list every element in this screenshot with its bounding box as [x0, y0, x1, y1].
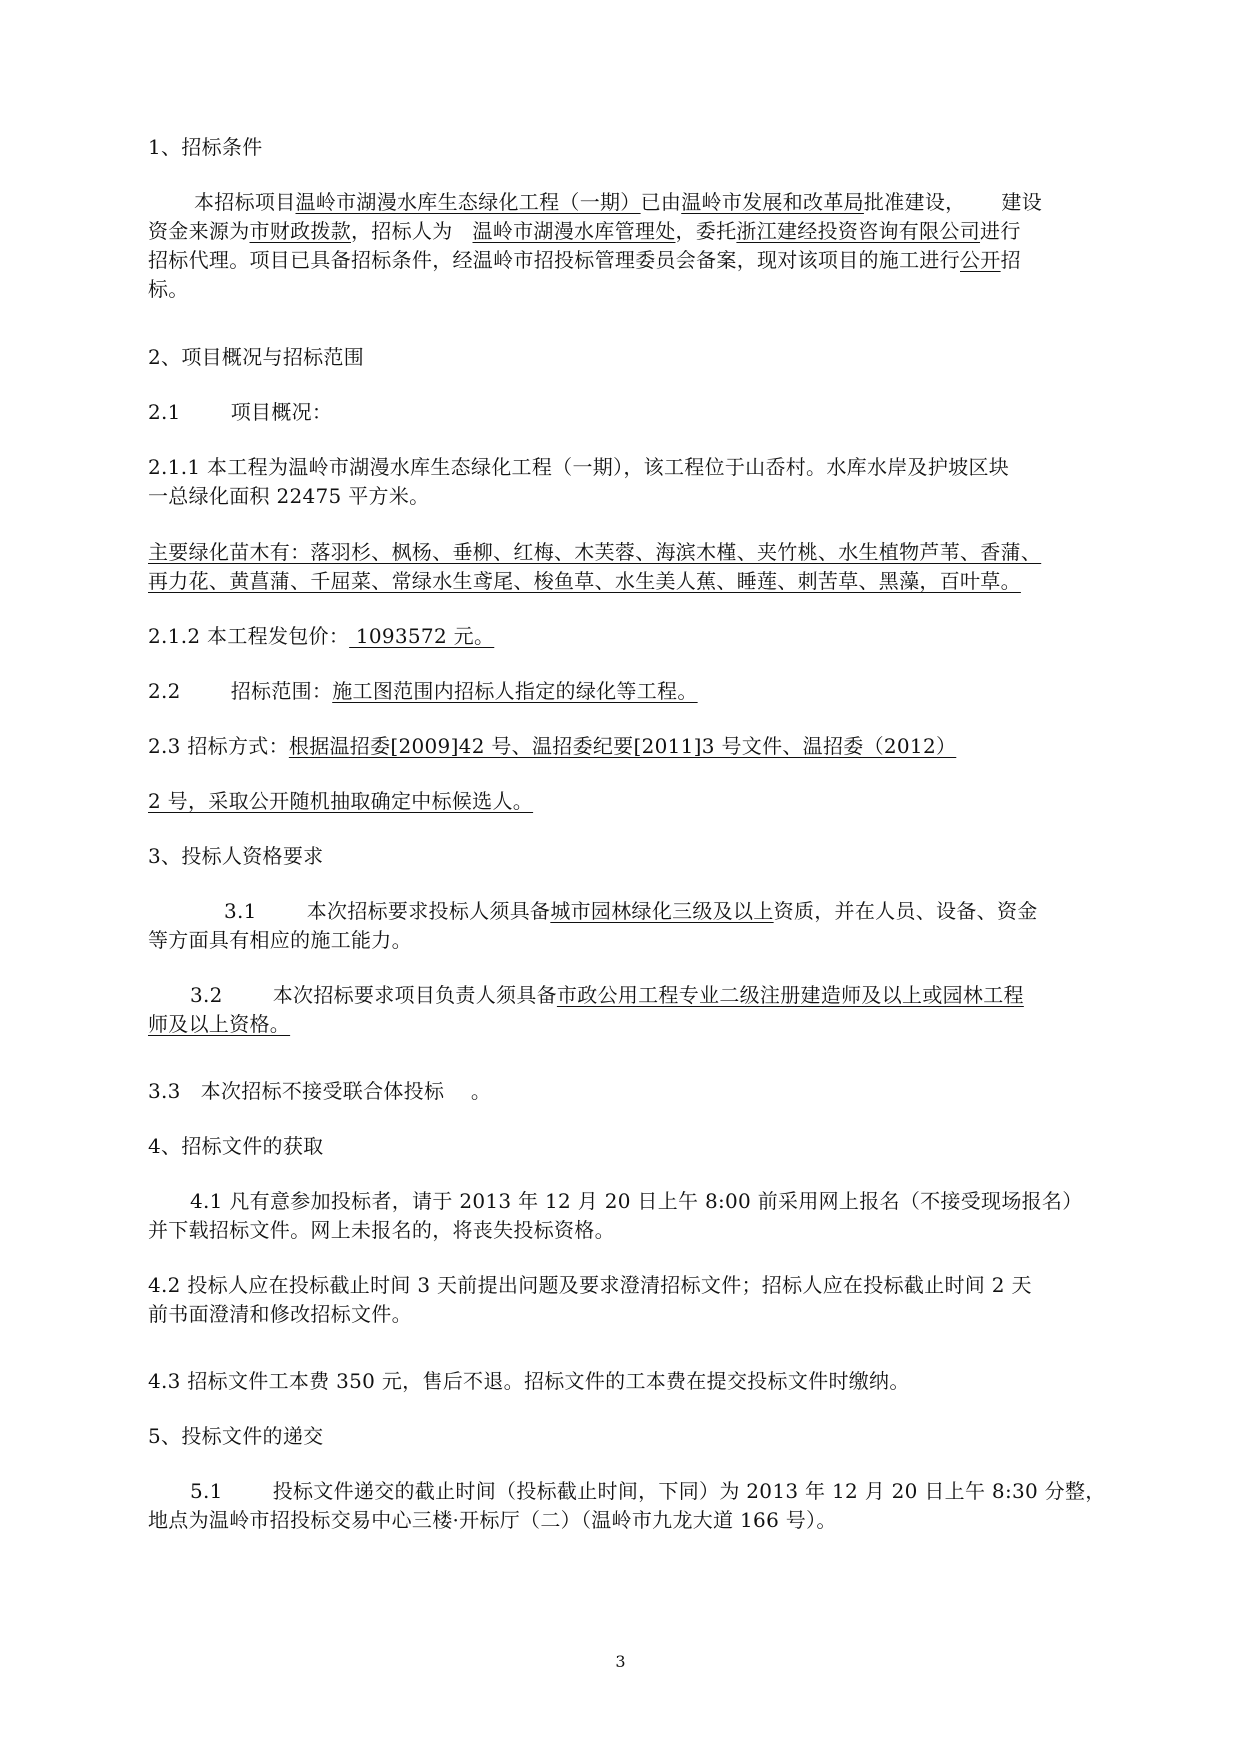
manager-qualification: 市政公用工程专业二级注册建造师及以上或园林工程 — [556, 983, 1024, 1007]
tender-type: 公开 — [960, 248, 1001, 272]
section-2-1-1-line-1: 2.1.1 本工程为温岭市湖漫水库生态绿化工程（一期），该工程位于山岙村。水库水岸及护坡区块 — [148, 455, 1010, 479]
section-3-1-line-2: 等方面具有相应的施工能力。 — [148, 928, 412, 952]
section-5-title: 5、投标文件的递交 — [148, 1424, 324, 1448]
paragraph-1-line-1: 本招标项目温岭市湖漫水库生态绿化工程（一期）已由温岭市发展和改革局批准建设， 建设 — [194, 190, 1043, 214]
funding-source: 市财政拨款 — [249, 219, 351, 243]
section-2-2: 2.2 招标范围：施工图范围内招标人指定的绿化等工程。 — [148, 679, 698, 703]
tenderer-name: 温岭市湖漫水库管理处 — [472, 219, 676, 243]
section-4-3: 4.3 招标文件工本费 350 元，售后不退。招标文件的工本费在提交投标文件时缴纳。 — [148, 1369, 910, 1393]
paragraph-1-line-3: 招标代理。项目已具备招标条件，经温岭市招投标管理委员会备案，现对该项目的施工进行公开招 — [148, 248, 1021, 272]
section-4-1-line-1: 4.1 凡有意参加投标者，请于 2013 年 12 月 20 日上午 8:00 前采用网上报名（不接受现场报名） — [190, 1189, 1083, 1213]
section-2-1-2: 2.1.2 本工程发包价： 1093572 元。 — [148, 624, 495, 648]
section-3-3: 3.3 本次招标不接受联合体投标 。 — [148, 1079, 492, 1103]
section-3-2-line-2: 师及以上资格。 — [148, 1012, 291, 1036]
tender-method: 根据温招委[2009]42 号、温招委纪要[2011]3 号文件、温招委（2012） — [288, 734, 957, 758]
section-2-1-1-line-2: 一总绿化面积 22475 平方米。 — [148, 484, 430, 508]
section-3-2-line-1: 3.2 本次招标要求项目负责人须具备市政公用工程专业二级注册建造师及以上或园林工程 — [190, 983, 1024, 1007]
page-number: 3 — [615, 1652, 626, 1671]
section-4-2-line-1: 4.2 投标人应在投标截止时间 3 天前提出问题及要求澄清招标文件；招标人应在投标截止时间 2 天 — [148, 1273, 1032, 1297]
plants-line-2: 再力花、黄菖蒲、千屈菜、常绿水生鸢尾、梭鱼草、水生美人蕉、睡莲、刺苦草、黑藻，百叶草。 — [148, 569, 1021, 593]
section-3-title: 3、投标人资格要求 — [148, 844, 324, 868]
section-4-2-line-2: 前书面澄清和修改招标文件。 — [148, 1302, 412, 1326]
qualification-grade: 城市园林绿化三级及以上 — [550, 899, 774, 923]
section-4-1-line-2: 并下载招标文件。网上未报名的，将丧失投标资格。 — [148, 1218, 615, 1242]
agency-name: 浙江建经投资咨询有限公司 — [736, 219, 981, 243]
section-2-1: 2.1 项目概况： — [148, 400, 333, 424]
section-2-3-line-1: 2.3 招标方式：根据温招委[2009]42 号、温招委纪要[2011]3 号文件、温招委（2012） — [148, 734, 957, 758]
tender-scope: 施工图范围内招标人指定的绿化等工程。 — [332, 679, 698, 703]
section-5-1-line-2: 地点为温岭市招投标交易中心三楼·开标厅（二）（温岭市九龙大道 166 号）。 — [148, 1508, 837, 1532]
section-2-title: 2、项目概况与招标范围 — [148, 345, 365, 369]
section-2-3-line-2: 2 号，采取公开随机抽取确定中标候选人。 — [148, 789, 534, 813]
contract-price: 1093572 元。 — [349, 624, 495, 648]
plants-line-1: 主要绿化苗木有：落羽杉、枫杨、垂柳、红梅、木芙蓉、海滨木槿、夹竹桃、水生植物芦苇、香蒲、 — [148, 540, 1042, 564]
project-name: 温岭市湖漫水库生态绿化工程（一期） — [295, 190, 641, 214]
section-1-title: 1、招标条件 — [148, 135, 263, 159]
section-5-1-line-1: 5.1 投标文件递交的截止时间（投标截止时间，下同）为 2013 年 12 月 20 日上午 8:30 分整， — [190, 1479, 1106, 1503]
paragraph-1-line-4: 标。 — [148, 277, 189, 301]
section-4-title: 4、招标文件的获取 — [148, 1134, 324, 1158]
paragraph-1-line-2: 资金来源为市财政拨款，招标人为 温岭市湖漫水库管理处，委托浙江建经投资咨询有限公司进行 — [148, 219, 1021, 243]
approval-authority: 温岭市发展和改革局 — [681, 190, 864, 214]
section-3-1-line-1: 3.1 本次招标要求投标人须具备城市园林绿化三级及以上资质，并在人员、设备、资金 — [224, 899, 1038, 923]
